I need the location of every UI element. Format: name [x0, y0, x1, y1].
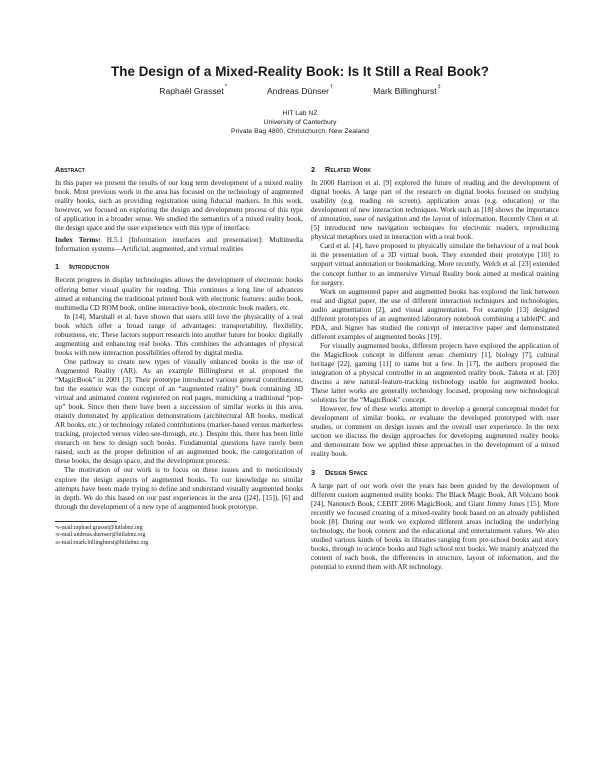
author [267, 86, 333, 96]
section-heading [55, 262, 303, 271]
author-mark: * [224, 84, 227, 90]
paragraph: However, few of these works attempt to develop a general conceptual model for development of similar books, or evaluate the developed prototyped with user studies, or comment on design issues and the overall user experience. In the next section we discuss the design approaches for developing augmented reality books and demonstrate how we applied these approaches in the development of a mixed reality book. [311, 405, 559, 459]
section-number: 2 [311, 165, 316, 174]
index-terms-label: Index Terms: [55, 236, 101, 245]
paragraph: In [14], Marshall et al. have shown that users still love the physicality of a real book which offer a broad range of advantages: transportability, flexibility, robustness, etc. These factors support research into another future for books: digitally augmenting and enhancing real books. This combines the advantages of physical books with new interaction possibilities offered by digital media. [55, 312, 303, 357]
footnote-text: e-mail:raphael.grasset@hitlabnz.org [57, 524, 143, 531]
footnote-mark: † [55, 532, 58, 538]
footnote [55, 532, 303, 539]
author [373, 86, 441, 96]
section-number: 1 [55, 262, 60, 272]
author-name: Andreas Dünser [266, 86, 330, 96]
section-heading [311, 165, 559, 174]
author-name: Mark Billinghurst [373, 86, 437, 96]
paper-title: The Design of a Mixed-Reality Book: Is It Still a Real Book? [110, 64, 489, 79]
section-title: Related Work [325, 165, 372, 174]
left-column [55, 165, 303, 547]
section-heading [311, 468, 559, 477]
abstract-text: In this paper we present the results of our long term development of a mixed reality book. Most previous work in the area has focused on the technology of augmented reality books, such as providing registration using fiducial markers. In this work, however, we focused on exploring the design and development process of this type of application in a broader sense. We studied the semantics of a mixed reality book, the design space and the user experience with this type of interface. [55, 179, 303, 233]
affiliation [0, 109, 600, 137]
paragraph: Card et al. [4], have proposed to physically simulate the behaviour of a real book in the presentation of a 3D virtual book. They extended their prototype [10] to support virtual annotation or bookmarking. More recently, Welch et al. [23] extended the concept further to an immersive Virtual Reality book aimed at medical training for surgery. [311, 242, 559, 287]
author-mark: † [330, 84, 334, 90]
footnote-mark: * [55, 524, 58, 530]
paragraph: For visually augmented books, different projects have explored the application of the MagicBook concept in different areas: chemistry [1], biology [7], cultural heritage [22], gaming [11] to name but a few. In [17], the authors proposed the integration of a physical controller in an augmented reality book. Taketa et al. [20] discuss a new natural-feature-tracking technology usable for augmented books. These latter works are generally technology focused, proposing new technological solutions for the “MagicBook” concept. [311, 341, 559, 405]
abstract-heading [55, 165, 303, 174]
footnote-mark: ‡ [55, 539, 58, 545]
footnote [55, 525, 303, 532]
section-number: 3 [311, 467, 316, 477]
index-terms [55, 236, 303, 254]
right-column [311, 165, 559, 572]
author-mark: ‡ [437, 84, 441, 90]
index-terms-text: H.5.1 [Information interfaces and presentation]: Multimedia Information systems—Artificial, augmented, and virtual realities [55, 236, 303, 254]
author-name: Raphaël Grasset [159, 86, 224, 96]
section-title: Introduction [69, 262, 110, 272]
footnote-text: e-mail:mark.billinghurst@hitlabnz.org [57, 539, 149, 546]
footnote-text: e-mail:andreas.duenser@hitlabnz.org [57, 532, 146, 539]
author [159, 86, 227, 96]
paragraph: In 2000 Harrison et al. [9] explored the future of reading and the development of digital books. A large part of the research on digital books focused on studying usability (e.g. reading on screen), application areas (e.g. education) or the development of new interaction techniques. Work such as [18] shows the importance of annotation, ease of navigation and the layout of information. Recently Chen et al. [5] introduced new navigation techniques for electronic readers, reproducing physical metaphors used in interaction with a real book. [311, 179, 559, 242]
abstract-heading-text: Abstract [55, 165, 85, 174]
affiliation-line: Private Bag 4800, Christchurch, New Zealand [231, 128, 369, 136]
affiliation-line: HIT Lab NZ [282, 110, 318, 117]
paragraph: Recent progress in display technologies allows the development of electronic books offering better visual quality for reading. This continues a long line of advances aimed at enhancing the traditional printed book with electronic features: audio book, multimedia CD ROM book, online interactive book, electronic book readers, etc. [55, 276, 303, 312]
affiliation-line: University of Canterbury [263, 119, 337, 127]
paragraph: One pathway to create new types of visually enhanced books is the use of Augmented Reality (AR). As an example Billinghurst et al. proposed the “MagicBook” in 2001 [3]. Their prototype introduced various general contributions, but the essence was the concept of an “augmented reality” book containing 3D virtual and animated content registered on real pages, mimicking a traditional “pop-up” book. Since then there have been a succession of similar works in this area, mainly dominated by application demonstrations (architectural AR books, medical AR books, etc.) or technology related contributions (marker-based versus markerless tracking, projected versus video see-through, etc.). Despite this, there has been little research on how to design such books. Fundamental questions have rarely been raised, such as the proper definition of an augmented book, the categorization of these books, the design space, and the development process. [55, 357, 303, 466]
footnote [55, 540, 303, 547]
author-list [0, 86, 600, 96]
paragraph: A large part of our work over the years has been guided by the development of different custom augmented reality books: The Black Magic Book, AR Volcano book [24], Nanotech Book, CEBIT 2006 MagicBook, and Giant Jimmy Jones [15]. More recently we focused creating of a mixed-reality book based on an already published book [8]. During our work we explored different areas including the underlying technology, the book content and the educational and entertainment values. We also studied various kinds of books in libraries ranging from pre-school books and story books, through to science books and high school text books. We mainly analyzed the content of each book, the differences in structure, layout of information, and the potential to extend them with AR technology. [311, 481, 559, 571]
footnote-rule [55, 521, 117, 522]
paragraph: Work on augmented paper and augmented books has explored the link between real and digital paper, the use of different interaction techniques and technologies, audio augmentation [2], and visual augmentation. For example [13] designed different prototypes of an augmented laboratory notebook combining a tabletPC and PDA, and Signer has studied the concept of interactive paper and demonstrated different examples of augmented books [19]. [311, 287, 559, 341]
paragraph: The motivation of our work is to focus on these issues and to meticulously explore the design aspects of augmented books. To our knowledge no similar attempts have been made trying to define and understand visually augmented books in depth. We do this based on our past experiences in the area ([24], [15]), [6] and through the development of a new type of augmented book prototype. [55, 466, 303, 511]
section-title: Design Space [325, 467, 368, 477]
